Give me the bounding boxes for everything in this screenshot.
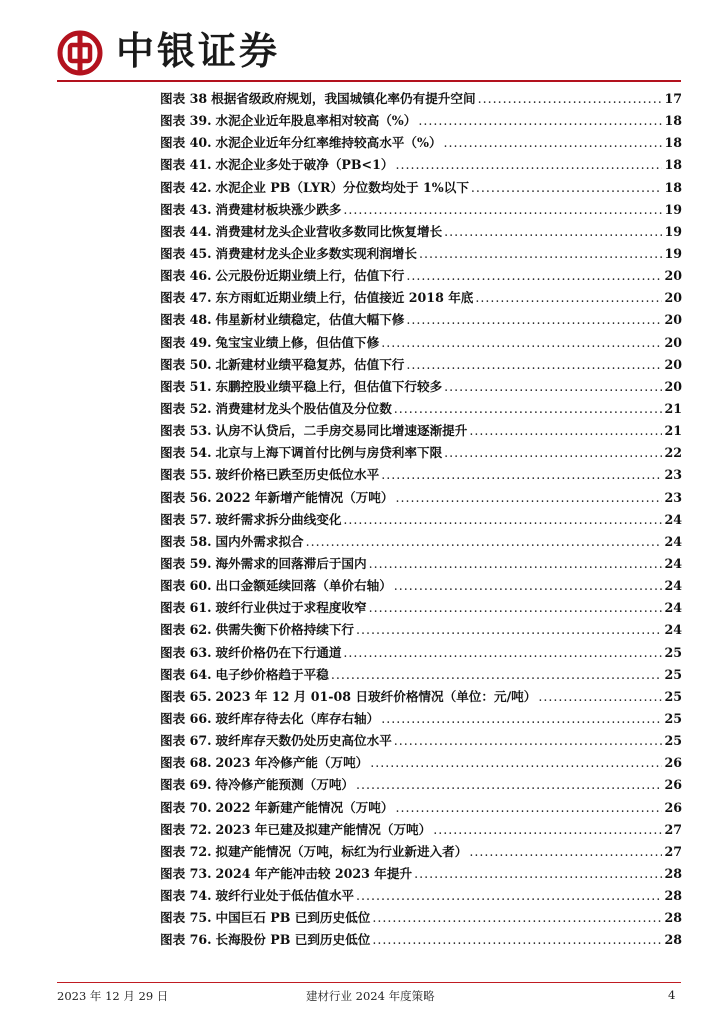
toc-entry[interactable] bbox=[160, 221, 682, 243]
dot-leader bbox=[395, 154, 662, 176]
page-number: 18 bbox=[664, 135, 682, 151]
toc-entry[interactable] bbox=[160, 752, 682, 774]
toc-entry[interactable] bbox=[160, 575, 682, 597]
figure-label: 图表 44. bbox=[160, 223, 212, 239]
toc-entry[interactable] bbox=[160, 177, 682, 199]
figure-title: 消费建材龙头个股估值及分位数 bbox=[215, 400, 392, 416]
dot-leader bbox=[306, 531, 663, 553]
figure-title: 水泥企业 PB（LYR）分位数均处于 1%以下 bbox=[215, 179, 469, 195]
figure-label: 图表 45. bbox=[160, 245, 212, 261]
dot-leader bbox=[394, 575, 663, 597]
figure-title: 玻纤库存天数仍处历史高位水平 bbox=[215, 733, 392, 749]
dot-leader bbox=[381, 464, 662, 486]
page-number: 23 bbox=[664, 489, 682, 505]
figure-title: 2022 年新增产能情况（万吨） bbox=[215, 489, 394, 505]
dot-leader bbox=[372, 907, 662, 929]
figure-title: 玻纤价格已跌至历史低位水平 bbox=[215, 467, 380, 483]
figure-label: 图表 67. bbox=[160, 733, 212, 749]
figure-title: 2024 年产能冲击较 2023 年提升 bbox=[215, 865, 413, 881]
page-number: 23 bbox=[664, 467, 682, 483]
dot-leader bbox=[331, 664, 663, 686]
dot-leader bbox=[381, 332, 662, 354]
page-number: 24 bbox=[664, 555, 682, 571]
toc-entry[interactable] bbox=[160, 730, 682, 752]
dot-leader bbox=[370, 752, 662, 774]
figure-label: 图表 43. bbox=[160, 201, 212, 217]
figure-title: 2022 年新建产能情况（万吨） bbox=[215, 799, 394, 815]
dot-leader bbox=[343, 199, 662, 221]
dot-leader bbox=[372, 929, 662, 951]
page-number: 20 bbox=[664, 378, 682, 394]
page-number: 24 bbox=[664, 600, 682, 616]
figure-label: 图表 49. bbox=[160, 334, 212, 350]
dot-leader bbox=[475, 287, 662, 309]
dot-leader bbox=[394, 730, 663, 752]
dot-leader bbox=[394, 398, 663, 420]
dot-leader bbox=[356, 774, 662, 796]
page-number: 24 bbox=[664, 533, 682, 549]
toc-entry[interactable] bbox=[160, 354, 682, 376]
dot-leader bbox=[369, 553, 663, 575]
figure-label: 图表 72. bbox=[160, 843, 212, 859]
toc-entry[interactable] bbox=[160, 287, 682, 309]
figure-title: 玻纤价格仍在下行通道 bbox=[215, 644, 342, 660]
toc-entry[interactable] bbox=[160, 309, 682, 331]
dot-leader bbox=[444, 221, 662, 243]
page-number: 19 bbox=[664, 223, 682, 239]
figure-title: 伟星新材业绩稳定，估值大幅下修 bbox=[215, 312, 405, 328]
figure-label: 图表 47. bbox=[160, 290, 212, 306]
page-number: 28 bbox=[664, 865, 682, 881]
page-number: 20 bbox=[664, 268, 682, 284]
toc-entry[interactable] bbox=[160, 774, 682, 796]
footer-date: 2023 年 12 月 29 日 bbox=[57, 989, 169, 1003]
figure-title: 水泥企业近年股息率相对较高（%） bbox=[215, 113, 417, 129]
toc-entry[interactable] bbox=[160, 398, 682, 420]
figure-label: 图表 74. bbox=[160, 888, 212, 904]
page-number: 19 bbox=[664, 245, 682, 261]
figure-title: 出口金额延续回落（单价右轴） bbox=[215, 578, 392, 594]
page-number: 19 bbox=[664, 201, 682, 217]
page-number: 25 bbox=[664, 644, 682, 660]
figure-title: 玻纤需求拆分曲线变化 bbox=[215, 511, 342, 527]
dot-leader bbox=[471, 177, 663, 199]
dot-leader bbox=[381, 708, 662, 730]
dot-leader bbox=[406, 354, 662, 376]
figure-label: 图表 66. bbox=[160, 710, 212, 726]
figure-label: 图表 72. bbox=[160, 821, 212, 837]
figure-label: 图表 61. bbox=[160, 600, 212, 616]
dot-leader bbox=[343, 509, 662, 531]
toc-entry[interactable] bbox=[160, 265, 682, 287]
figure-label: 图表 60. bbox=[160, 578, 212, 594]
dot-leader bbox=[406, 309, 662, 331]
toc-entry[interactable] bbox=[160, 464, 682, 486]
figure-title: 公元股份近期业绩上行，估值下行 bbox=[215, 268, 405, 284]
page-number: 25 bbox=[664, 710, 682, 726]
page-number: 28 bbox=[664, 932, 682, 948]
figure-label: 图表 38 bbox=[160, 91, 208, 106]
figure-title: 东方雨虹近期业绩上行，估值接近 2018 年底 bbox=[215, 290, 474, 306]
page-number: 28 bbox=[664, 910, 682, 926]
figure-label: 图表 42. bbox=[160, 179, 212, 195]
page-header bbox=[0, 0, 724, 90]
toc-entry[interactable] bbox=[160, 442, 682, 464]
figure-label: 图表 69. bbox=[160, 777, 212, 793]
figure-label: 图表 50. bbox=[160, 356, 212, 372]
page-number: 20 bbox=[664, 290, 682, 306]
figure-title: 消费建材板块涨少跌多 bbox=[215, 201, 342, 217]
page-number: 25 bbox=[664, 688, 682, 704]
dot-leader bbox=[444, 132, 663, 154]
figure-title: 认房不认贷后，二手房交易同比增速逐渐提升 bbox=[215, 423, 468, 439]
figure-title: 水泥企业多处于破净（PB<1） bbox=[215, 157, 394, 173]
dot-leader bbox=[356, 885, 662, 907]
toc-entry[interactable] bbox=[160, 531, 682, 553]
figure-title: 中国巨石 PB 已到历史低位 bbox=[215, 910, 371, 926]
figure-title: 东鹏控股业绩平稳上行，但估值下行较多 bbox=[215, 378, 443, 394]
toc-entry[interactable] bbox=[160, 110, 682, 132]
page-number: 20 bbox=[664, 334, 682, 350]
toc-entry[interactable] bbox=[160, 509, 682, 531]
figure-label: 图表 58. bbox=[160, 533, 212, 549]
toc-entry[interactable] bbox=[160, 420, 682, 442]
page-number: 21 bbox=[664, 423, 682, 439]
dot-leader bbox=[356, 619, 662, 641]
toc-entry[interactable] bbox=[160, 199, 682, 221]
figure-label: 图表 52. bbox=[160, 400, 212, 416]
figure-label: 图表 63. bbox=[160, 644, 212, 660]
toc-entry[interactable] bbox=[160, 88, 682, 110]
page-number: 24 bbox=[664, 622, 682, 638]
figure-title: 2023 年已建及拟建产能情况（万吨） bbox=[215, 821, 432, 837]
figure-label: 图表 40. bbox=[160, 135, 212, 151]
figure-label: 图表 73. bbox=[160, 865, 212, 881]
toc-entry[interactable] bbox=[160, 332, 682, 354]
page-number: 18 bbox=[664, 113, 682, 129]
figure-title: 海外需求的回落滞后于国内 bbox=[215, 555, 367, 571]
page-number: 28 bbox=[664, 888, 682, 904]
figure-label: 图表 48. bbox=[160, 312, 212, 328]
figure-label: 图表 62. bbox=[160, 622, 212, 638]
figure-label: 图表 56. bbox=[160, 489, 212, 505]
figure-label: 图表 70. bbox=[160, 799, 212, 815]
figure-title: 根据省级政府规划，我国城镇化率仍有提升空间 bbox=[211, 91, 476, 106]
toc-entry[interactable] bbox=[160, 863, 682, 885]
brand-name: 中银证券 bbox=[116, 29, 281, 73]
figure-title: 玻纤库存待去化（库存右轴） bbox=[215, 710, 380, 726]
dot-leader bbox=[469, 420, 662, 442]
figure-title: 拟建产能情况（万吨，标红为行业新进入者） bbox=[215, 843, 468, 859]
figure-label: 图表 68. bbox=[160, 755, 212, 771]
dot-leader bbox=[419, 243, 662, 265]
figure-title: 消费建材龙头企业多数实现利润增长 bbox=[215, 245, 417, 261]
page-number: 22 bbox=[664, 445, 682, 461]
dot-leader bbox=[444, 442, 662, 464]
dot-leader bbox=[433, 819, 662, 841]
figure-title: 玻纤行业供过于求程度收窄 bbox=[215, 600, 367, 616]
footer-divider bbox=[57, 982, 681, 983]
toc-entry[interactable] bbox=[160, 885, 682, 907]
dot-leader bbox=[369, 597, 663, 619]
footer-report-title: 建材行业 2024 年度策略 bbox=[306, 989, 435, 1003]
toc-entry[interactable] bbox=[160, 619, 682, 641]
toc-entry[interactable] bbox=[160, 819, 682, 841]
figure-title: 长海股份 PB 已到历史低位 bbox=[215, 932, 371, 948]
toc-entry[interactable] bbox=[160, 642, 682, 664]
figure-title: 国内外需求拟合 bbox=[215, 533, 304, 549]
figure-title: 2023 年 12 月 01-08 日玻纤价格情况（单位：元/吨） bbox=[215, 688, 537, 704]
figure-label: 图表 76. bbox=[160, 932, 212, 948]
figure-title: 北新建材业绩平稳复苏，估值下行 bbox=[215, 356, 405, 372]
dot-leader bbox=[395, 487, 662, 509]
figure-title: 北京与上海下调首付比例与房贷利率下限 bbox=[215, 445, 443, 461]
toc-entry[interactable] bbox=[160, 686, 682, 708]
toc-entry[interactable] bbox=[160, 487, 682, 509]
toc-entry[interactable] bbox=[160, 664, 682, 686]
bank-of-china-logo-icon bbox=[57, 30, 103, 76]
figure-title: 2023 年冷修产能（万吨） bbox=[215, 755, 369, 771]
dot-leader bbox=[538, 686, 662, 708]
toc-entry[interactable] bbox=[160, 797, 682, 819]
page-number: 18 bbox=[664, 157, 682, 173]
figure-index-list bbox=[160, 88, 682, 951]
figure-title: 玻纤行业处于低估值水平 bbox=[215, 888, 355, 904]
header-divider bbox=[57, 80, 681, 82]
page-number: 25 bbox=[664, 733, 682, 749]
figure-label: 图表 65. bbox=[160, 688, 212, 704]
toc-entry[interactable] bbox=[160, 376, 682, 398]
dot-leader bbox=[343, 642, 662, 664]
figure-label: 图表 59. bbox=[160, 555, 212, 571]
page-number: 26 bbox=[664, 799, 682, 815]
toc-entry[interactable] bbox=[160, 841, 682, 863]
toc-entry[interactable] bbox=[160, 907, 682, 929]
figure-label: 图表 57. bbox=[160, 511, 212, 527]
dot-leader bbox=[478, 88, 663, 110]
footer-page-number: 4 bbox=[668, 988, 676, 1002]
figure-title: 供需失衡下价格持续下行 bbox=[215, 622, 355, 638]
page-number: 17 bbox=[664, 91, 682, 106]
page-number: 27 bbox=[664, 843, 682, 859]
page-number: 20 bbox=[664, 312, 682, 328]
toc-entry[interactable] bbox=[160, 154, 682, 176]
toc-entry[interactable] bbox=[160, 132, 682, 154]
figure-label: 图表 75. bbox=[160, 910, 212, 926]
figure-title: 水泥企业近年分红率维持较高水平（%） bbox=[215, 135, 442, 151]
toc-entry[interactable] bbox=[160, 553, 682, 575]
page-number: 18 bbox=[664, 179, 682, 195]
page-number: 24 bbox=[664, 578, 682, 594]
figure-label: 图表 41. bbox=[160, 157, 212, 173]
figure-label: 图表 51. bbox=[160, 378, 212, 394]
dot-leader bbox=[395, 797, 662, 819]
figure-label: 图表 53. bbox=[160, 423, 212, 439]
figure-label: 图表 54. bbox=[160, 445, 212, 461]
page-number: 26 bbox=[664, 777, 682, 793]
toc-entry[interactable] bbox=[160, 597, 682, 619]
figure-title: 消费建材龙头企业营收多数同比恢复增长 bbox=[215, 223, 443, 239]
dot-leader bbox=[414, 863, 662, 885]
page-number: 27 bbox=[664, 821, 682, 837]
figure-title: 待冷修产能预测（万吨） bbox=[215, 777, 355, 793]
page-number: 25 bbox=[664, 666, 682, 682]
figure-label: 图表 39. bbox=[160, 113, 212, 129]
page-number: 26 bbox=[664, 755, 682, 771]
figure-title: 电子纱价格趋于平稳 bbox=[215, 666, 329, 682]
figure-label: 图表 46. bbox=[160, 268, 212, 284]
dot-leader bbox=[469, 841, 662, 863]
figure-title: 兔宝宝业绩上修，但估值下修 bbox=[215, 334, 380, 350]
toc-entry[interactable] bbox=[160, 929, 682, 951]
dot-leader bbox=[418, 110, 662, 132]
figure-label: 图表 55. bbox=[160, 467, 212, 483]
toc-entry[interactable] bbox=[160, 708, 682, 730]
dot-leader bbox=[444, 376, 662, 398]
dot-leader bbox=[406, 265, 662, 287]
toc-entry[interactable] bbox=[160, 243, 682, 265]
figure-label: 图表 64. bbox=[160, 666, 212, 682]
page-number: 21 bbox=[664, 400, 682, 416]
page-number: 20 bbox=[664, 356, 682, 372]
page-number: 24 bbox=[664, 511, 682, 527]
